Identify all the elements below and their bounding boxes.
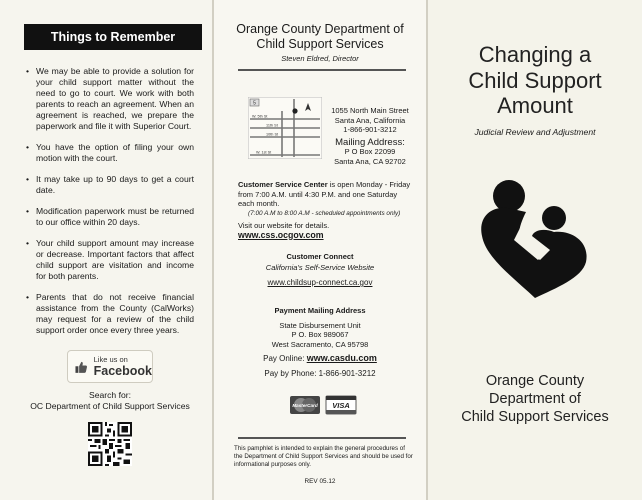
department-name-line: Child Support Services bbox=[461, 409, 609, 425]
payment-address-line: State Disbursement Unit bbox=[279, 320, 361, 330]
brochure-title-line: Child Support bbox=[468, 67, 602, 93]
list-item: • We may be able to provide a solution for your child support matter without the need to go to court. We work with both parents to reach an agreement. When an agreement is reached, we prepare the paperwork and file it with Superior Court. bbox=[26, 66, 194, 132]
street-label: W. 1st St bbox=[256, 150, 272, 155]
brochure-title bbox=[428, 42, 642, 119]
mastercard-label: MasterCard bbox=[292, 403, 318, 408]
website-prompt: Visit our website for details. bbox=[238, 221, 330, 230]
website-link[interactable]: www.css.ocgov.com bbox=[238, 229, 324, 240]
customer-service-heading: Customer Service Center bbox=[238, 180, 328, 189]
address-phone: 1-866-901-3212 bbox=[343, 125, 397, 134]
mastercard-icon bbox=[290, 396, 320, 414]
address-city: Santa Ana, California bbox=[334, 115, 406, 125]
list-item: • It may take up to 90 days to get a court date. bbox=[26, 174, 194, 196]
qr-code-icon[interactable] bbox=[88, 422, 132, 466]
facebook-like-button[interactable] bbox=[67, 350, 153, 383]
address-street: 1055 North Main Street bbox=[331, 106, 409, 115]
revision-number: REV 05.12 bbox=[304, 478, 336, 485]
brochure-title-line: Amount bbox=[497, 93, 573, 118]
customer-service-hours: is open Monday - Friday from 7:00 A.M. until 4:30 P.M. and one Saturday each month. bbox=[238, 180, 411, 208]
pay-online-line bbox=[214, 354, 426, 364]
pay-phone-number: 1-866-901-3212 bbox=[318, 368, 376, 378]
left-panel bbox=[0, 0, 212, 500]
appointments-note: (7:00 A.M to 8:00 A.M - scheduled appointments only) bbox=[248, 209, 401, 217]
payment-address-line: West Sacramento, CA 95798 bbox=[271, 339, 369, 349]
list-item: • You have the option of filing your own motion with the court. bbox=[26, 142, 194, 164]
location-map bbox=[248, 97, 322, 159]
search-term: OC Department of Child Support Services bbox=[30, 401, 190, 411]
payment-info bbox=[214, 306, 426, 378]
director-name: Steven Eldred, Director bbox=[281, 54, 359, 63]
street-label: 10th St bbox=[266, 132, 279, 137]
customer-service-info bbox=[238, 180, 412, 240]
facebook-label: Facebook bbox=[93, 364, 152, 378]
middle-panel bbox=[214, 0, 426, 500]
family-heart-logo-icon bbox=[476, 178, 594, 300]
search-label: Search for: bbox=[88, 390, 132, 400]
payment-address-line: P O. Box 989067 bbox=[291, 330, 349, 339]
payment-cards bbox=[284, 394, 364, 416]
mailing-po-box: P O Box 22099 bbox=[344, 147, 396, 156]
visa-label: VISA bbox=[332, 401, 350, 411]
list-item: • Parents that do not receive financial assistance from the County (CalWorks) may request for a review of the child support order once every three years. bbox=[26, 292, 194, 336]
pay-phone-line bbox=[214, 369, 426, 379]
customer-connect-info bbox=[214, 251, 426, 288]
thumbs-up-icon bbox=[74, 357, 89, 377]
brochure-subtitle: Judicial Review and Adjustment bbox=[474, 127, 596, 137]
pay-online-link[interactable]: www.casdu.com bbox=[306, 353, 377, 363]
mailing-city: Santa Ana, CA 92702 bbox=[334, 156, 406, 166]
right-panel bbox=[428, 0, 642, 500]
visa-icon bbox=[326, 396, 356, 414]
divider bbox=[238, 437, 406, 439]
department-name bbox=[428, 372, 642, 426]
divider bbox=[238, 69, 406, 71]
office-address bbox=[324, 106, 416, 166]
customer-connect-subheading: California's Self-Service Website bbox=[265, 263, 375, 272]
customer-connect-heading: Customer Connect bbox=[286, 252, 354, 261]
website-line bbox=[238, 221, 412, 240]
pay-online-label: Pay Online: bbox=[263, 354, 307, 363]
payment-heading: Payment Mailing Address bbox=[274, 306, 366, 315]
list-item: • Your child support amount may increase or decrease. Important factors that affect child support are visitation and income for both parents. bbox=[26, 238, 194, 282]
pay-phone-label: Pay by Phone: bbox=[264, 368, 319, 378]
department-name-line: Orange County bbox=[485, 373, 585, 389]
list-item: • Modification paperwork must be returned to our office within 20 days. bbox=[26, 206, 194, 228]
department-title bbox=[214, 22, 426, 52]
street-label: 11th St bbox=[266, 123, 278, 128]
mailing-address-heading: Mailing Address: bbox=[335, 136, 405, 148]
department-title-line: Child Support Services bbox=[256, 37, 384, 51]
street-label: W. 5th St bbox=[252, 114, 268, 119]
things-to-remember-banner: Things to Remember bbox=[24, 24, 202, 50]
department-title-line: Orange County Department of bbox=[236, 22, 404, 36]
customer-connect-link[interactable]: www.childsup-connect.ca.gov bbox=[267, 278, 373, 287]
brochure-title-line: Changing a bbox=[478, 42, 592, 67]
location-pin-icon bbox=[292, 108, 297, 113]
disclaimer: This pamphlet is intended to explain the general procedures of the Department of Child Support Services and should be used for informational purposes only. bbox=[234, 445, 413, 468]
things-to-remember-list bbox=[26, 66, 194, 346]
facebook-small-label: Like us on bbox=[93, 354, 128, 364]
search-instructions bbox=[20, 390, 200, 412]
freeway-shield-label: 5 bbox=[253, 100, 256, 107]
department-name-line: Department of bbox=[489, 391, 581, 407]
